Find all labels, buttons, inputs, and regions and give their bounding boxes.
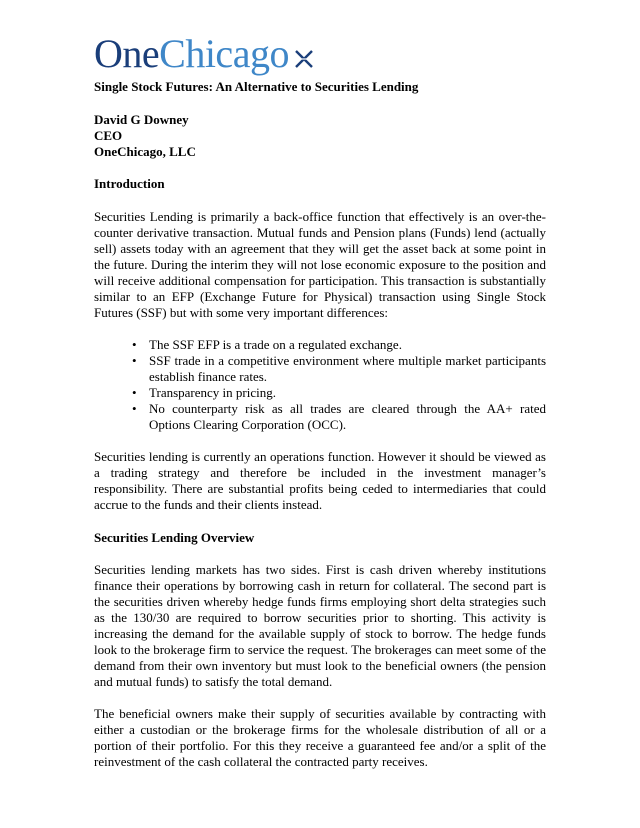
list-item: • Transparency in pricing. (132, 385, 276, 400)
list-item: • The SSF EFP is a trade on a regulated exchange. (132, 337, 402, 352)
logo-x-mark-icon (293, 48, 315, 70)
author-role: CEO (94, 128, 123, 143)
logo-text-one: One (94, 31, 160, 76)
logo-text-chicago: Chicago (159, 31, 289, 76)
section-heading-introduction: Introduction (94, 176, 165, 191)
overview-paragraph-2: The beneficial owners make their supply of securities available by contracting with either a custodian or the brokerage firms for the wholesale distribution of all or a portion of their portfolio. For this they receive a guaranteed fee and/or a split of the reinvestment of the cash collateral the contracted party receives. (94, 706, 546, 769)
section-heading-overview: Securities Lending Overview (94, 530, 255, 545)
overview-paragraph-1: Securities lending markets has two sides. First is cash driven whereby institutions finance their operations by borrowing cash in return for collateral. The second part is the securities driven whereby hedge funds firms employing short delta strategies such as the 130/30 are required to borrow securities prior to shorting. This activity is increasing the demand for the available supply of stock to borrow. The hedge funds look to the brokerage firm to service the request. The brokerages can meet some of the demand from their own inventory but must look to the beneficial owners (the pension and mutual funds) to satisfy the total demand. (94, 562, 546, 689)
list-item: • No counterparty risk as all trades are cleared through the AA+ rated Options Clearing Corporation (OCC). (132, 401, 546, 432)
onechicago-logo (94, 30, 315, 78)
intro-paragraph-2: Securities lending is currently an operations function. However it should be viewed as a trading strategy and therefore be included in the investment manager’s responsibility. There are substantial profits being ceded to intermediaries that could accrue to the funds and their clients instead. (94, 449, 546, 512)
list-item: • SSF trade in a competitive environment where multiple market participants establish finance rates. (132, 353, 546, 384)
intro-paragraph-1: Securities Lending is primarily a back-office function that effectively is an over-the-counter derivative transaction. Mutual funds and Pension plans (Funds) lend (actually sell) assets today with an agreement that they will get the asset back at some point in the future. During the interim they will not lose economic exposure to the position and will receive additional compensation for participation. This transaction is substantially similar to an EFP (Exchange Future for Physical) transaction using Single Stock Futures (SSF) but with some very important differences: (94, 209, 546, 320)
author-company: OneChicago, LLC (94, 144, 196, 159)
author-name: David G Downey (94, 112, 189, 127)
intro-bullet-list (94, 337, 546, 433)
document-title: Single Stock Futures: An Alternative to Securities Lending (94, 79, 419, 94)
document-body (94, 79, 546, 770)
